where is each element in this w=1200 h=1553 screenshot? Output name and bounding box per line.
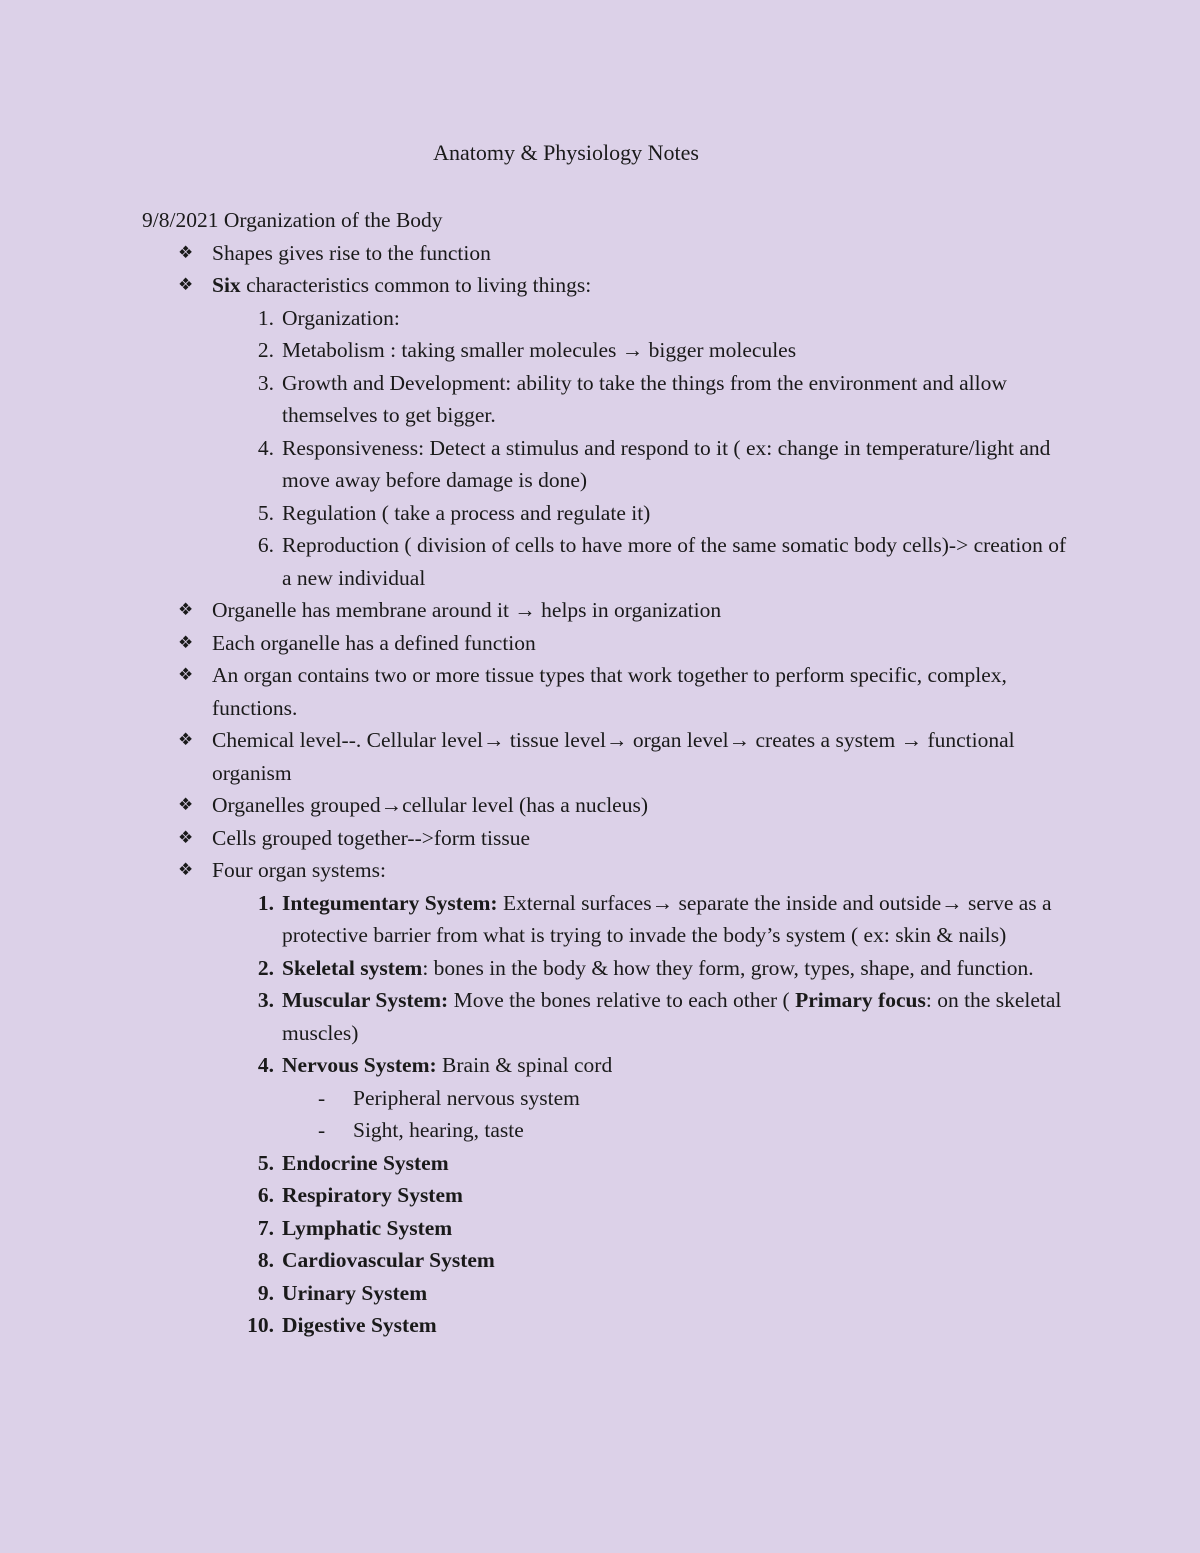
- item-number: 3.: [257, 988, 274, 1012]
- bullet-diamond-icon: ❖: [178, 600, 194, 619]
- numbered-item: [142, 334, 1072, 367]
- bullet-diamond-icon: ❖: [178, 730, 194, 749]
- system-item: [142, 1277, 1072, 1310]
- system-item: [142, 1049, 1072, 1082]
- bullet-text: Each organelle has a defined function: [212, 630, 536, 655]
- bullet-item: [142, 659, 1072, 724]
- item-text: Regulation ( take a process and regulate it): [282, 500, 651, 525]
- sub-item: [142, 1082, 1072, 1115]
- item-text: Metabolism : taking smaller molecules → bigger molecules: [282, 338, 797, 362]
- item-text: Responsiveness: Detect a stimulus and respond to it ( ex: change in temperature/light and move away before damage is done): [282, 435, 1051, 492]
- bullet-diamond-icon: ❖: [178, 827, 194, 847]
- primary-focus-label: Primary focus: [795, 988, 926, 1012]
- page-title: Anatomy & Physiology Notes: [433, 140, 699, 165]
- bullet-diamond-icon: ❖: [178, 632, 194, 652]
- bullet-diamond-icon: ❖: [178, 795, 194, 814]
- system-description: Brain & spinal cord: [436, 1053, 613, 1077]
- bullet-text: Four organ systems:: [212, 858, 386, 882]
- item-number: 2.: [257, 338, 274, 362]
- system-item: [142, 1147, 1072, 1180]
- bullet-item: [142, 269, 1072, 302]
- bullet-diamond-icon: ❖: [178, 242, 194, 262]
- system-name: Muscular System:: [282, 988, 449, 1012]
- item-number: 6.: [257, 533, 274, 557]
- system-item: [142, 1244, 1072, 1277]
- bullet-item: [142, 854, 1072, 887]
- sub-item-text: Peripheral nervous system: [353, 1085, 580, 1110]
- bullet-diamond-icon: ❖: [178, 665, 194, 684]
- bullet-item: [142, 237, 1072, 270]
- system-description: External surfaces→ separate the inside and outside→ serve as a protective barrier from what is trying to invade the body’s system ( ex: skin & nails): [282, 890, 1052, 947]
- item-number: 5.: [257, 500, 274, 525]
- numbered-item: [142, 529, 1072, 594]
- bullet-text-bold: Six: [212, 273, 241, 297]
- item-number: 4.: [257, 435, 274, 460]
- system-item: [142, 952, 1072, 985]
- system-name: Digestive System: [282, 1313, 437, 1337]
- system-description-end: : on the skeletal muscles): [282, 988, 1062, 1045]
- system-name: Cardiovascular System: [282, 1248, 495, 1272]
- item-number: 1.: [257, 890, 274, 915]
- numbered-item: [142, 302, 1072, 335]
- system-description: : bones in the body & how they form, grow, types, shape, and function.: [422, 955, 1034, 980]
- dash-marker: -: [318, 1118, 326, 1142]
- dash-marker: -: [318, 1085, 326, 1110]
- bullet-text: Organelles grouped→cellular level (has a nucleus): [212, 793, 649, 817]
- system-description: Move the bones relative to each other (: [448, 988, 796, 1012]
- sub-item: [142, 1114, 1072, 1147]
- sub-item-text: Sight, hearing, taste: [353, 1118, 524, 1142]
- system-item: [142, 1212, 1072, 1245]
- bullet-item: [142, 627, 1072, 660]
- section-heading: 9/8/2021 Organization of the Body: [142, 208, 443, 232]
- system-item: [142, 1179, 1072, 1212]
- system-item: [142, 887, 1072, 952]
- numbered-item: [142, 367, 1072, 432]
- system-name: Nervous System:: [282, 1053, 437, 1077]
- bullet-diamond-icon: ❖: [178, 860, 194, 879]
- item-text: Reproduction ( division of cells to have more of the same somatic body cells)-> creation of a new individual: [282, 533, 1067, 590]
- bullet-item: [142, 594, 1072, 627]
- item-number: 9.: [257, 1280, 274, 1305]
- bullet-diamond-icon: ❖: [178, 275, 194, 294]
- item-number: 1.: [257, 305, 274, 330]
- numbered-item: [142, 432, 1072, 497]
- bullet-text: Organelle has membrane around it → helps in organization: [212, 598, 722, 622]
- bullet-item: [142, 724, 1072, 789]
- notes-body: [142, 204, 1072, 1342]
- system-name: Urinary System: [282, 1280, 428, 1305]
- bullet-text: Chemical level--. Cellular level→ tissue level→ organ level→ creates a system → functional organism: [212, 728, 1015, 785]
- item-number: 5.: [257, 1150, 274, 1175]
- system-item: [142, 1309, 1072, 1342]
- item-number: 4.: [257, 1053, 274, 1077]
- item-number: 8.: [257, 1248, 274, 1272]
- numbered-item: [142, 497, 1072, 530]
- bullet-item: [142, 822, 1072, 855]
- system-name: Endocrine System: [282, 1150, 449, 1175]
- system-item: [142, 984, 1072, 1049]
- item-text: Organization:: [282, 305, 400, 330]
- item-number: 6.: [257, 1183, 274, 1207]
- bullet-text: Cells grouped together-->form tissue: [212, 825, 530, 850]
- item-number: 10.: [247, 1313, 274, 1337]
- item-number: 7.: [257, 1215, 274, 1240]
- system-name: Lymphatic System: [282, 1215, 453, 1240]
- item-number: 2.: [257, 955, 274, 980]
- item-number: 3.: [257, 370, 274, 395]
- bullet-text: An organ contains two or more tissue types that work together to perform specific, complex, functions.: [212, 663, 1007, 720]
- item-text: Growth and Development: ability to take the things from the environment and allow themselves to get bigger.: [282, 370, 1007, 427]
- system-name: Skeletal system: [282, 955, 423, 980]
- bullet-item: [142, 789, 1072, 822]
- bullet-text: Shapes gives rise to the function: [212, 240, 491, 265]
- system-name: Respiratory System: [282, 1183, 463, 1207]
- system-name: Integumentary System:: [282, 890, 498, 915]
- bullet-text: characteristics common to living things:: [240, 273, 592, 297]
